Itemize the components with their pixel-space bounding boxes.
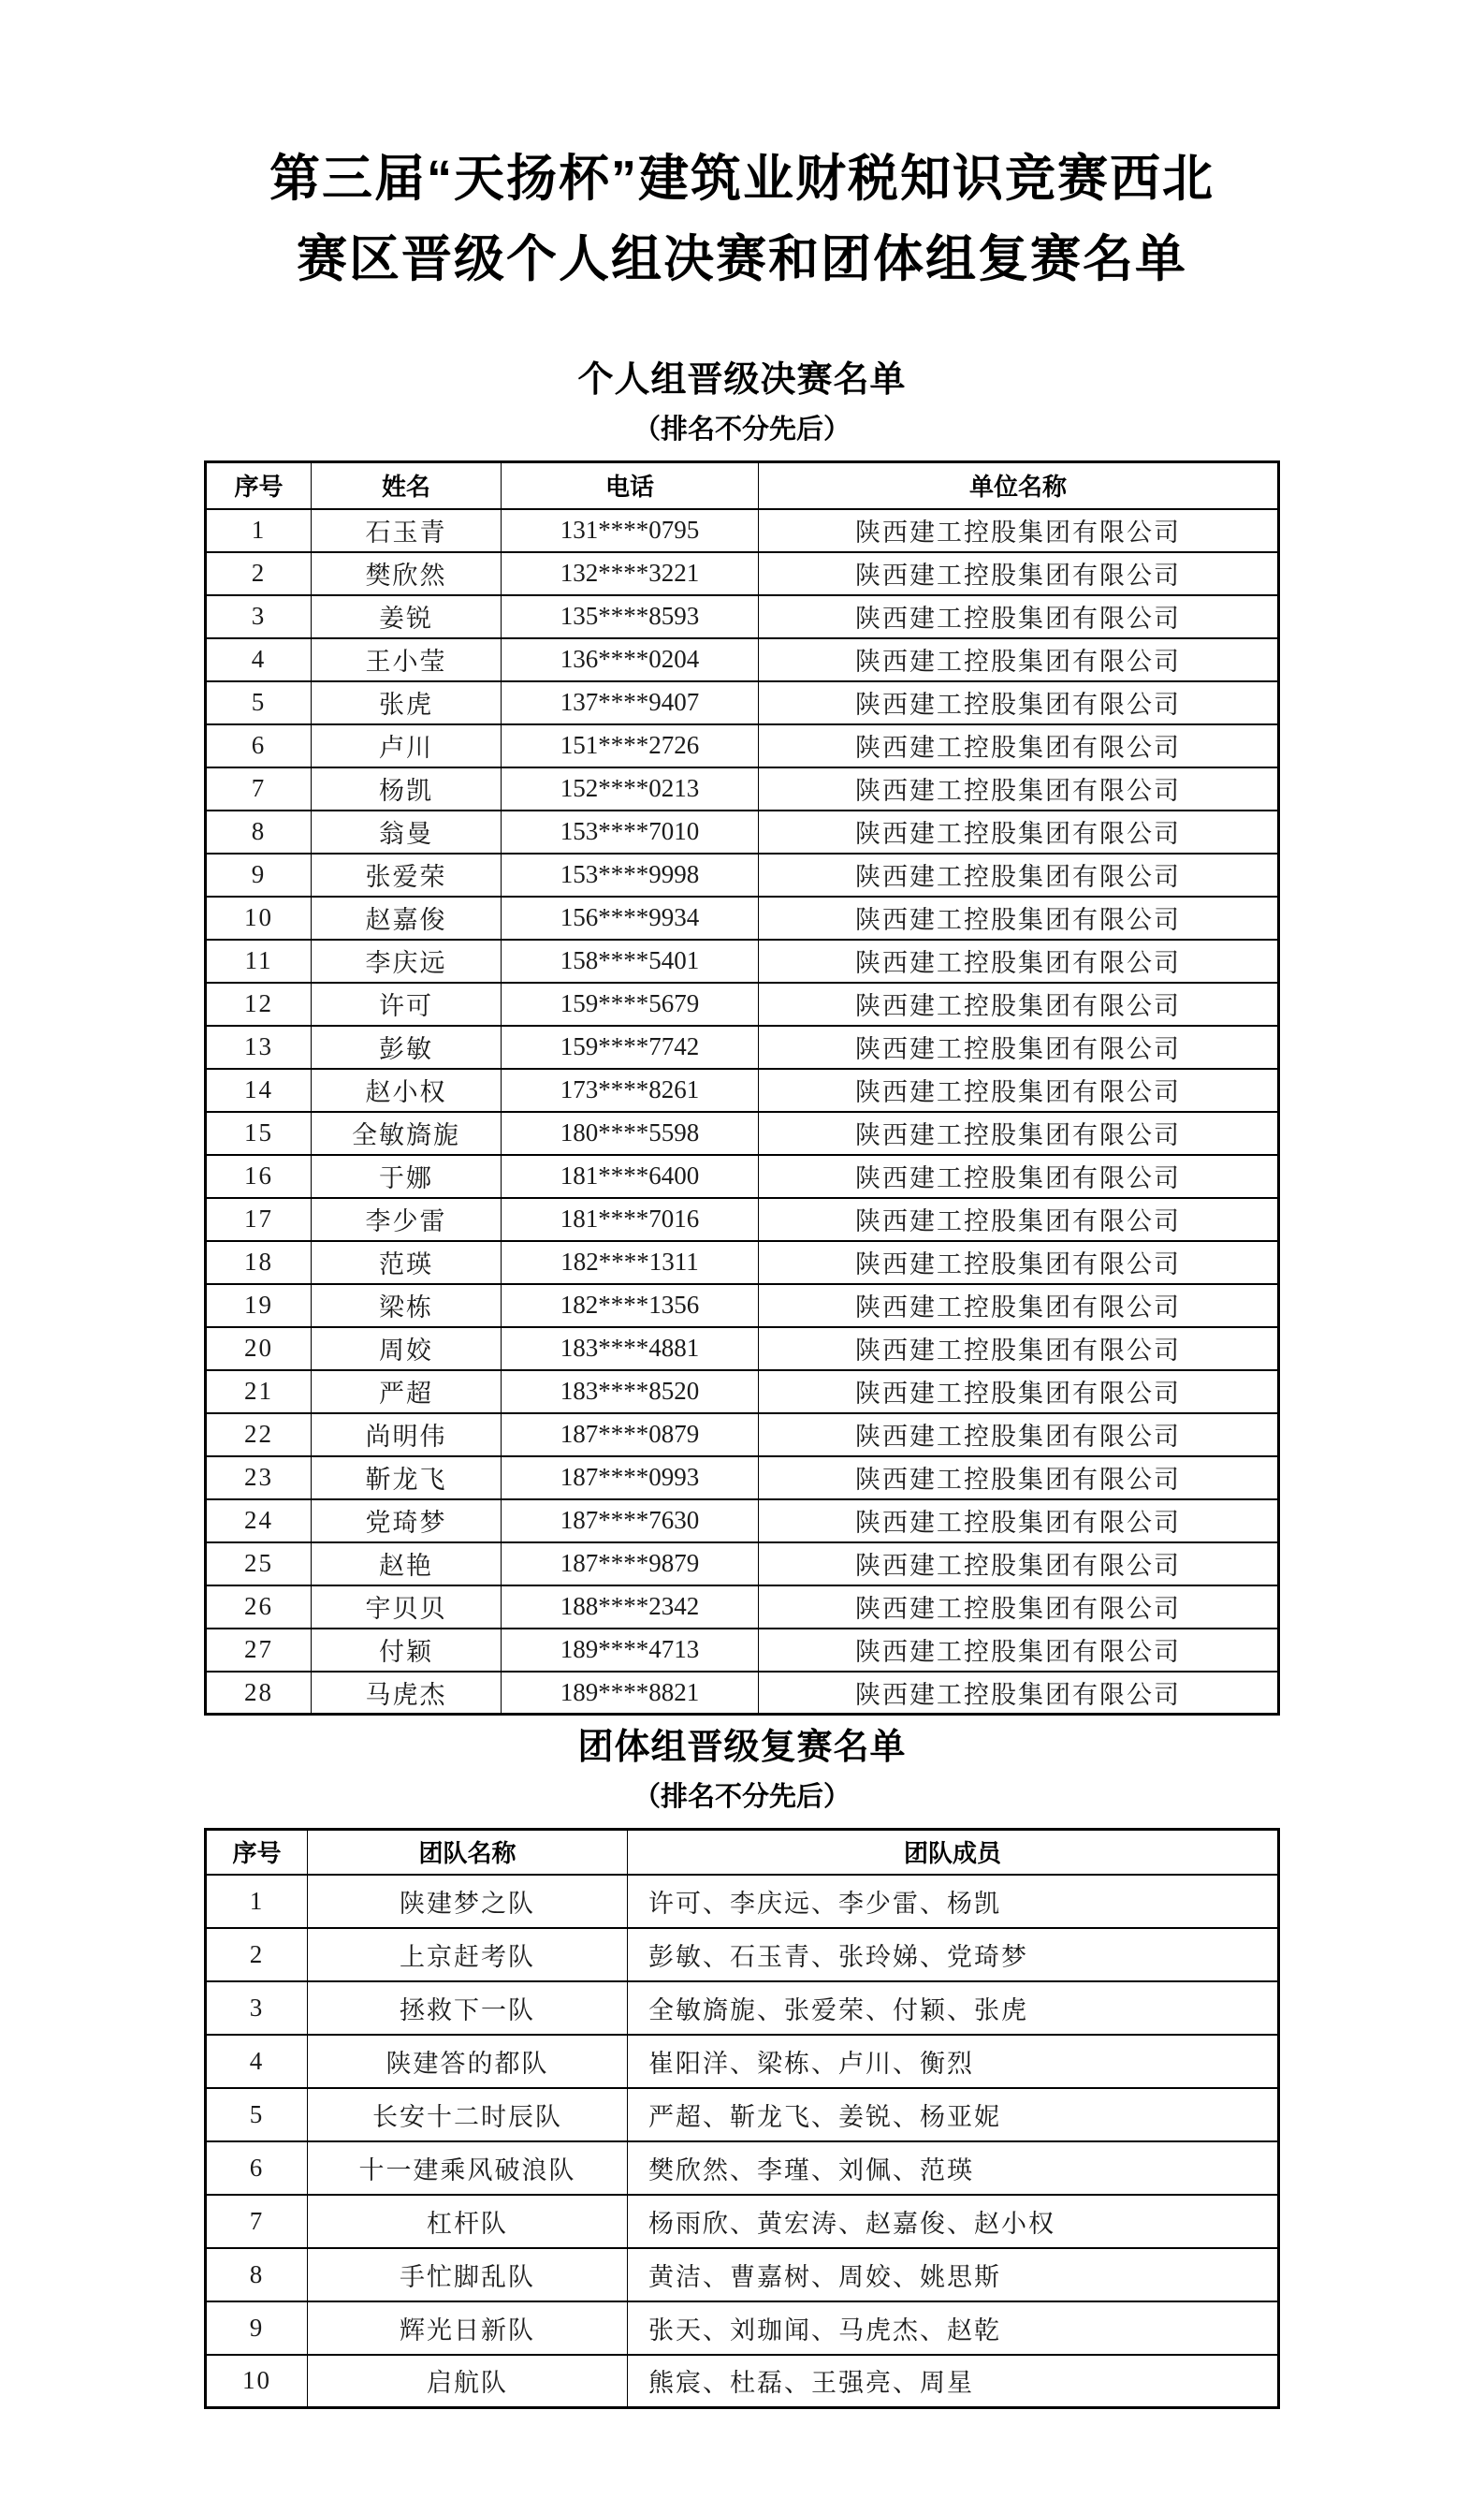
cell: 153****7010: [502, 811, 759, 854]
table-row: [206, 724, 1279, 767]
table-row: [206, 1456, 1279, 1499]
table-row: [206, 1875, 1279, 1928]
table-row: [206, 811, 1279, 854]
table-row: [206, 2035, 1279, 2088]
cell: 12: [206, 983, 312, 1026]
cell: 152****0213: [502, 767, 759, 811]
cell: 黄洁、曹嘉树、周姣、姚思斯: [628, 2248, 1279, 2301]
document-title: [0, 139, 1484, 299]
table-row: [206, 1370, 1279, 1413]
cell: 许可、李庆远、李少雷、杨凯: [628, 1875, 1279, 1928]
cell: 5: [206, 2088, 308, 2141]
cell: 22: [206, 1413, 312, 1456]
cell: 陕西建工控股集团有限公司: [759, 638, 1279, 681]
column-header: 团队名称: [308, 1830, 628, 1875]
cell: 陕西建工控股集团有限公司: [759, 552, 1279, 595]
cell: 7: [206, 767, 312, 811]
cell: 赵小权: [312, 1069, 502, 1112]
cell: 28: [206, 1672, 312, 1715]
cell: 长安十二时辰队: [308, 2088, 628, 2141]
cell: 17: [206, 1198, 312, 1241]
individual-section-subtitle: （排名不分先后）: [633, 415, 851, 445]
table-row: [206, 552, 1279, 595]
team-roster-table: [204, 1828, 1280, 2409]
cell: 杨雨欣、黄宏涛、赵嘉俊、赵小权: [628, 2195, 1279, 2248]
cell: 陕西建工控股集团有限公司: [759, 1370, 1279, 1413]
cell: 188****2342: [502, 1585, 759, 1629]
cell: 启航队: [308, 2355, 628, 2408]
cell: 187****0879: [502, 1413, 759, 1456]
cell: 27: [206, 1629, 312, 1672]
team-section-subtitle: （排名不分先后）: [633, 1782, 851, 1812]
cell: 党琦梦: [312, 1499, 502, 1542]
cell: 陕西建工控股集团有限公司: [759, 897, 1279, 940]
cell: 陕西建工控股集团有限公司: [759, 681, 1279, 724]
table-row: [206, 1327, 1279, 1370]
table-row: [206, 2355, 1279, 2408]
cell: 杠杆队: [308, 2195, 628, 2248]
cell: 6: [206, 2141, 308, 2195]
cell: 梁栋: [312, 1284, 502, 1327]
cell: 彭敏: [312, 1026, 502, 1069]
cell: 135****8593: [502, 595, 759, 638]
cell: 赵嘉俊: [312, 897, 502, 940]
table-row: [206, 1928, 1279, 1981]
cell: 辉光日新队: [308, 2301, 628, 2355]
cell: 陕西建工控股集团有限公司: [759, 1284, 1279, 1327]
cell: 183****4881: [502, 1327, 759, 1370]
cell: 陕西建工控股集团有限公司: [759, 1456, 1279, 1499]
table-row: [206, 1629, 1279, 1672]
cell: 张虎: [312, 681, 502, 724]
cell: 173****8261: [502, 1069, 759, 1112]
cell: 陕西建工控股集团有限公司: [759, 1585, 1279, 1629]
table-row: [206, 1672, 1279, 1715]
cell: 陕西建工控股集团有限公司: [759, 724, 1279, 767]
cell: 樊欣然: [312, 552, 502, 595]
cell: 陕建梦之队: [308, 1875, 628, 1928]
individual-roster-table: [204, 460, 1280, 1716]
table-row: [206, 2088, 1279, 2141]
cell: 靳龙飞: [312, 1456, 502, 1499]
cell: 11: [206, 940, 312, 983]
cell: 陕西建工控股集团有限公司: [759, 983, 1279, 1026]
cell: 马虎杰: [312, 1672, 502, 1715]
cell: 王小莹: [312, 638, 502, 681]
table-row: [206, 1155, 1279, 1198]
cell: 26: [206, 1585, 312, 1629]
cell: 上京赶考队: [308, 1928, 628, 1981]
cell: 137****9407: [502, 681, 759, 724]
cell: 张天、刘珈闻、马虎杰、赵乾: [628, 2301, 1279, 2355]
cell: 15: [206, 1112, 312, 1155]
cell: 陕西建工控股集团有限公司: [759, 1198, 1279, 1241]
cell: 181****7016: [502, 1198, 759, 1241]
table-row: [206, 681, 1279, 724]
cell: 5: [206, 681, 312, 724]
cell: 陕西建工控股集团有限公司: [759, 767, 1279, 811]
cell: 136****0204: [502, 638, 759, 681]
cell: 1: [206, 1875, 308, 1928]
cell: 183****8520: [502, 1370, 759, 1413]
cell: 156****9934: [502, 897, 759, 940]
cell: 陕西建工控股集团有限公司: [759, 509, 1279, 552]
cell: 20: [206, 1327, 312, 1370]
cell: 十一建乘风破浪队: [308, 2141, 628, 2195]
cell: 2: [206, 552, 312, 595]
cell: 陕西建工控股集团有限公司: [759, 1499, 1279, 1542]
individual-section: [204, 359, 1280, 1716]
cell: 陕西建工控股集团有限公司: [759, 1542, 1279, 1585]
table-row: [206, 1981, 1279, 2035]
table-row: [206, 897, 1279, 940]
document-title-line2: 赛区晋级个人组决赛和团体组复赛名单: [297, 231, 1187, 287]
cell: 3: [206, 1981, 308, 2035]
document-title-line1: 第三届“天扬杯”建筑业财税知识竞赛西北: [269, 151, 1215, 207]
cell: 159****7742: [502, 1026, 759, 1069]
cell: 张爱荣: [312, 854, 502, 897]
cell: 131****0795: [502, 509, 759, 552]
cell: 187****9879: [502, 1542, 759, 1585]
cell: 158****5401: [502, 940, 759, 983]
cell: 陕建答的都队: [308, 2035, 628, 2088]
cell: 陕西建工控股集团有限公司: [759, 811, 1279, 854]
cell: 4: [206, 2035, 308, 2088]
cell: 24: [206, 1499, 312, 1542]
cell: 卢川: [312, 724, 502, 767]
cell: 赵艳: [312, 1542, 502, 1585]
cell: 付颖: [312, 1629, 502, 1672]
cell: 7: [206, 2195, 308, 2248]
table-row: [206, 1284, 1279, 1327]
cell: 10: [206, 897, 312, 940]
cell: 许可: [312, 983, 502, 1026]
cell: 180****5598: [502, 1112, 759, 1155]
cell: 8: [206, 2248, 308, 2301]
cell: 153****9998: [502, 854, 759, 897]
cell: 18: [206, 1241, 312, 1284]
cell: 6: [206, 724, 312, 767]
individual-section-title: 个人组晋级决赛名单: [577, 360, 907, 400]
table-row: [206, 1241, 1279, 1284]
cell: 132****3221: [502, 552, 759, 595]
cell: 181****6400: [502, 1155, 759, 1198]
cell: 187****7630: [502, 1499, 759, 1542]
cell: 全敏旖旎: [312, 1112, 502, 1155]
cell: 182****1311: [502, 1241, 759, 1284]
cell: 23: [206, 1456, 312, 1499]
cell: 周姣: [312, 1327, 502, 1370]
table-row: [206, 1069, 1279, 1112]
cell: 151****2726: [502, 724, 759, 767]
cell: 3: [206, 595, 312, 638]
table-row: [206, 854, 1279, 897]
cell: 159****5679: [502, 983, 759, 1026]
cell: 19: [206, 1284, 312, 1327]
cell: 陕西建工控股集团有限公司: [759, 1155, 1279, 1198]
table-row: [206, 1198, 1279, 1241]
cell: 熊宸、杜磊、王强亮、周星: [628, 2355, 1279, 2408]
cell: 陕西建工控股集团有限公司: [759, 854, 1279, 897]
cell: 187****0993: [502, 1456, 759, 1499]
cell: 13: [206, 1026, 312, 1069]
column-header: 电话: [502, 462, 759, 509]
cell: 严超: [312, 1370, 502, 1413]
table-row: [206, 983, 1279, 1026]
cell: 于娜: [312, 1155, 502, 1198]
table-row: [206, 1026, 1279, 1069]
column-header: 单位名称: [759, 462, 1279, 509]
team-section-title: 团体组晋级复赛名单: [577, 1728, 907, 1767]
cell: 9: [206, 2301, 308, 2355]
cell: 宇贝贝: [312, 1585, 502, 1629]
table-row: [206, 2301, 1279, 2355]
cell: 10: [206, 2355, 308, 2408]
cell: 8: [206, 811, 312, 854]
team-section: [204, 1727, 1280, 2409]
table-row: [206, 1413, 1279, 1456]
table-row: [206, 940, 1279, 983]
cell: 陕西建工控股集团有限公司: [759, 1327, 1279, 1370]
table-row: [206, 1542, 1279, 1585]
cell: 手忙脚乱队: [308, 2248, 628, 2301]
table-row: [206, 767, 1279, 811]
cell: 严超、靳龙飞、姜锐、杨亚妮: [628, 2088, 1279, 2141]
cell: 陕西建工控股集团有限公司: [759, 1629, 1279, 1672]
cell: 彭敏、石玉青、张玲娣、党琦梦: [628, 1928, 1279, 1981]
cell: 李少雷: [312, 1198, 502, 1241]
table-row: [206, 638, 1279, 681]
table-row: [206, 2141, 1279, 2195]
column-header: 团队成员: [628, 1830, 1279, 1875]
cell: 14: [206, 1069, 312, 1112]
column-header: 序号: [206, 462, 312, 509]
cell: 翁曼: [312, 811, 502, 854]
cell: 姜锐: [312, 595, 502, 638]
cell: 1: [206, 509, 312, 552]
cell: 陕西建工控股集团有限公司: [759, 1413, 1279, 1456]
cell: 9: [206, 854, 312, 897]
cell: 189****8821: [502, 1672, 759, 1715]
cell: 樊欣然、李瑾、刘佩、范瑛: [628, 2141, 1279, 2195]
cell: 25: [206, 1542, 312, 1585]
table-row: [206, 2195, 1279, 2248]
table-row: [206, 595, 1279, 638]
cell: 李庆远: [312, 940, 502, 983]
cell: 陕西建工控股集团有限公司: [759, 595, 1279, 638]
cell: 陕西建工控股集团有限公司: [759, 1112, 1279, 1155]
cell: 陕西建工控股集团有限公司: [759, 1241, 1279, 1284]
header-row: [206, 1830, 1279, 1875]
table-row: [206, 509, 1279, 552]
cell: 4: [206, 638, 312, 681]
table-row: [206, 1585, 1279, 1629]
cell: 189****4713: [502, 1629, 759, 1672]
header-row: [206, 462, 1279, 509]
document-content: [204, 359, 1280, 2409]
cell: 陕西建工控股集团有限公司: [759, 940, 1279, 983]
cell: 陕西建工控股集团有限公司: [759, 1672, 1279, 1715]
table-row: [206, 1499, 1279, 1542]
cell: 182****1356: [502, 1284, 759, 1327]
cell: 16: [206, 1155, 312, 1198]
cell: 崔阳洋、梁栋、卢川、衡烈: [628, 2035, 1279, 2088]
cell: 尚明伟: [312, 1413, 502, 1456]
cell: 2: [206, 1928, 308, 1981]
cell: 全敏旖旎、张爱荣、付颖、张虎: [628, 1981, 1279, 2035]
table-row: [206, 2248, 1279, 2301]
cell: 范瑛: [312, 1241, 502, 1284]
table-row: [206, 1112, 1279, 1155]
column-header: 序号: [206, 1830, 308, 1875]
cell: 陕西建工控股集团有限公司: [759, 1026, 1279, 1069]
cell: 杨凯: [312, 767, 502, 811]
column-header: 姓名: [312, 462, 502, 509]
cell: 21: [206, 1370, 312, 1413]
cell: 拯救下一队: [308, 1981, 628, 2035]
cell: 石玉青: [312, 509, 502, 552]
cell: 陕西建工控股集团有限公司: [759, 1069, 1279, 1112]
